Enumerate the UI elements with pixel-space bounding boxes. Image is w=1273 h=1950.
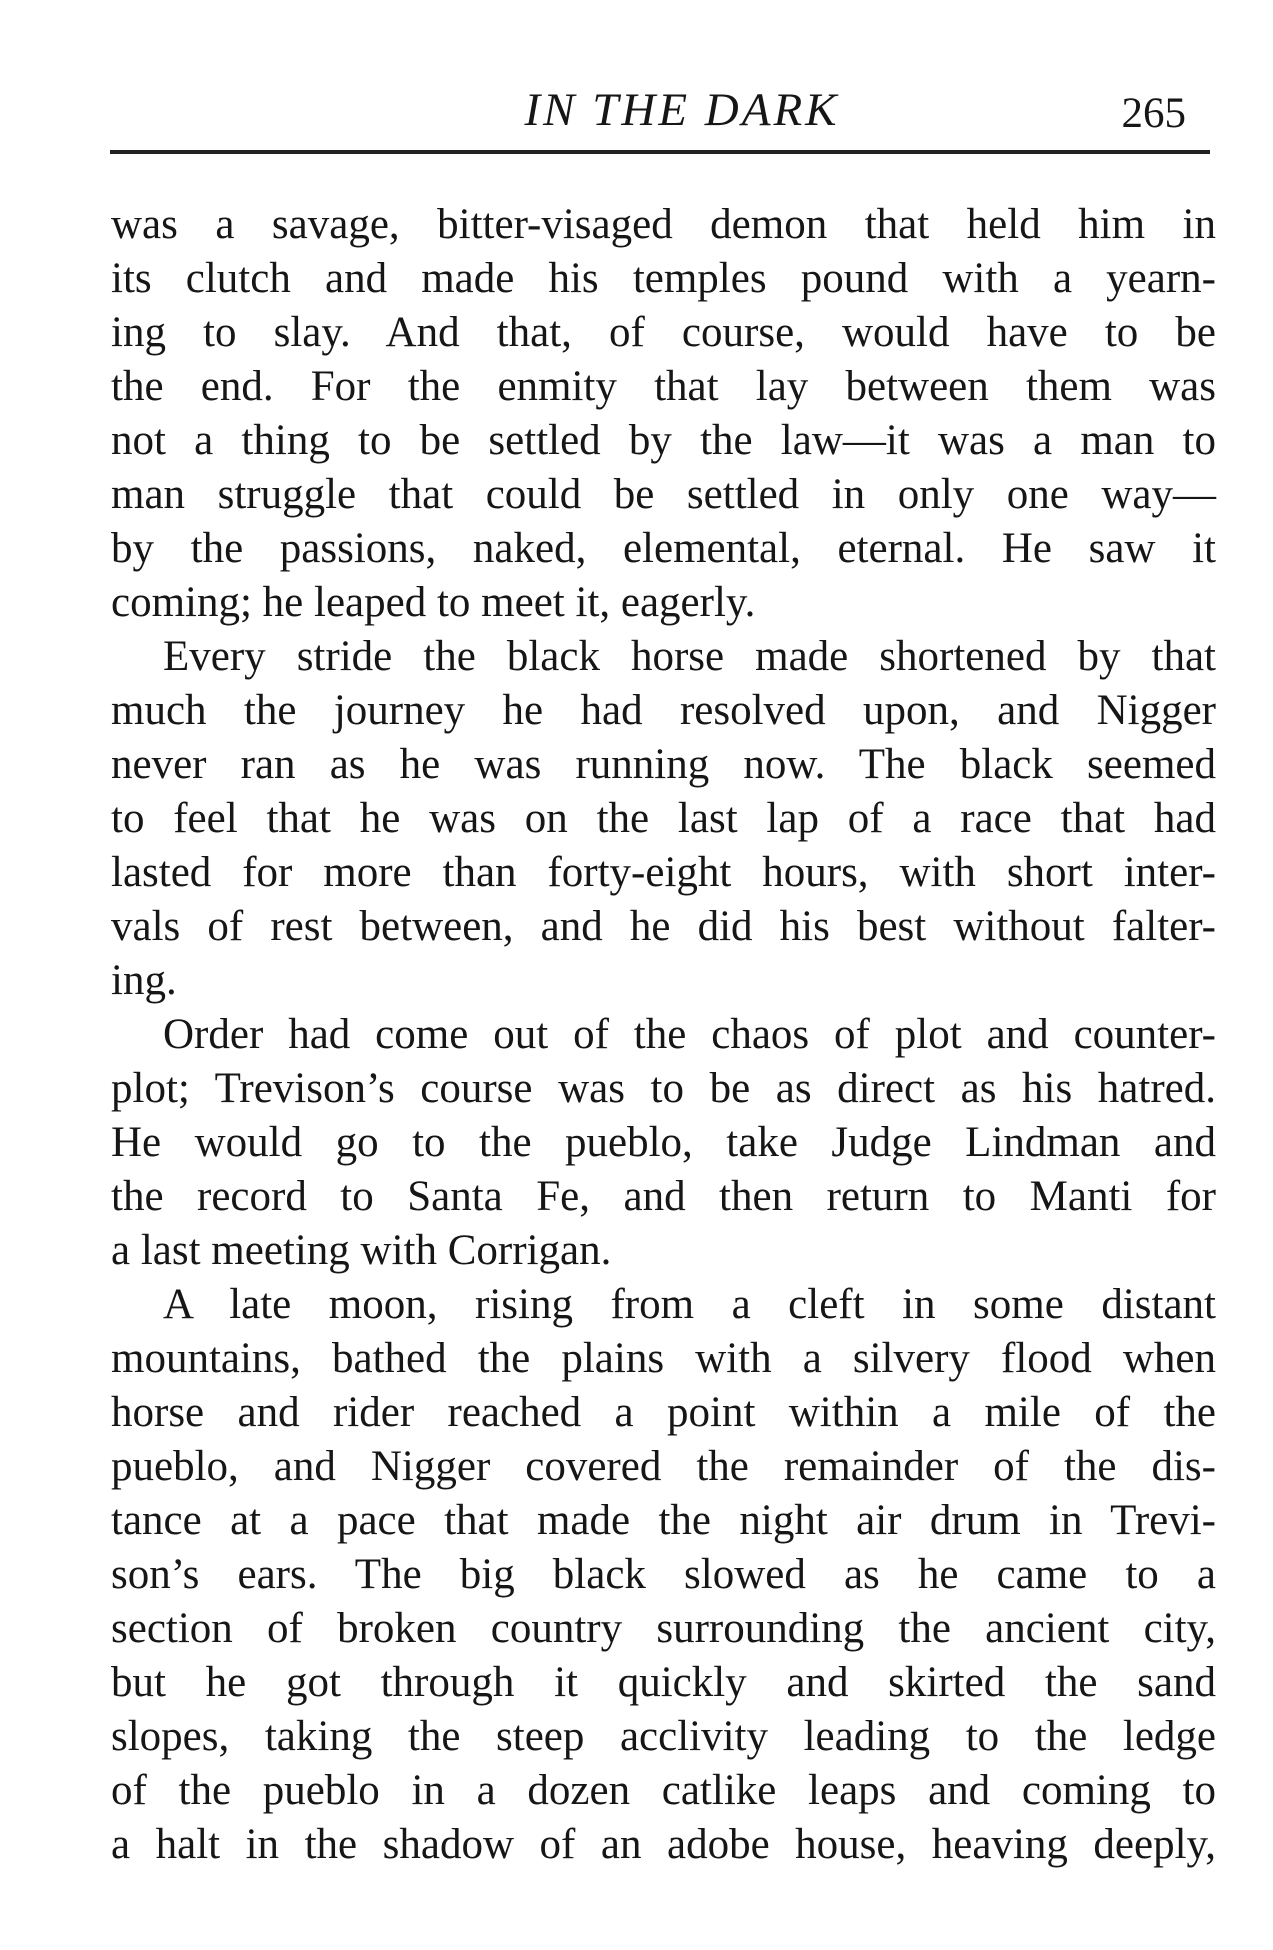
text-line: coming; he leaped to meet it, eagerly. (111, 579, 756, 626)
text-line: much the journey he had resolved upon, and Nigger (111, 687, 1216, 734)
text-line: to feel that he was on the last lap of a race that had (111, 795, 1216, 842)
text-line: He would go to the pueblo, take Judge Lindman and (111, 1119, 1216, 1166)
text-line: man struggle that could be settled in only one way— (111, 471, 1216, 518)
text-line: the end. For the enmity that lay between them was (111, 363, 1216, 410)
text-line: slopes, taking the steep acclivity leading to the ledge (111, 1713, 1216, 1760)
text-line: Every stride the black horse made shortened by that (163, 633, 1216, 680)
text-line: plot; Trevison’s course was to be as direct as his hatred. (111, 1065, 1216, 1112)
text-line: a last meeting with Corrigan. (111, 1227, 612, 1274)
text-line: lasted for more than forty-eight hours, with short inter- (111, 849, 1216, 896)
page-header (110, 80, 1210, 160)
text-line: pueblo, and Nigger covered the remainder of the dis- (111, 1443, 1216, 1490)
text-line: by the passions, naked, elemental, eternal. He saw it (111, 525, 1216, 572)
text-line: its clutch and made his temples pound with a yearn- (111, 255, 1216, 302)
running-title: IN THE DARK (524, 84, 840, 136)
text-line: not a thing to be settled by the law—it was a man to (111, 417, 1216, 464)
text-line: never ran as he was running now. The black seemed (111, 741, 1216, 788)
text-line: mountains, bathed the plains with a silvery flood when (111, 1335, 1216, 1382)
text-line: tance at a pace that made the night air drum in Trevi- (111, 1497, 1216, 1544)
text-line: ing. (111, 957, 177, 1004)
text-line: section of broken country surrounding the ancient city, (111, 1605, 1216, 1652)
text-line: son’s ears. The big black slowed as he came to a (111, 1551, 1216, 1598)
text-line: ing to slay. And that, of course, would have to be (111, 309, 1216, 356)
text-line: Order had come out of the chaos of plot and counter- (163, 1011, 1216, 1058)
text-line: A late moon, rising from a cleft in some distant (163, 1281, 1216, 1328)
text-line: but he got through it quickly and skirted the sand (111, 1659, 1216, 1706)
page-number: 265 (1121, 90, 1186, 137)
body-text (111, 198, 1216, 1872)
text-line: a halt in the shadow of an adobe house, heaving deeply, (111, 1821, 1216, 1868)
text-line: was a savage, bitter-visaged demon that held him in (111, 201, 1216, 248)
text-line: horse and rider reached a point within a mile of the (111, 1389, 1216, 1436)
header-rule (110, 150, 1210, 154)
text-line: of the pueblo in a dozen catlike leaps and coming to (111, 1767, 1216, 1814)
text-line: vals of rest between, and he did his best without falter- (111, 903, 1216, 950)
text-line: the record to Santa Fe, and then return to Manti for (111, 1173, 1216, 1220)
